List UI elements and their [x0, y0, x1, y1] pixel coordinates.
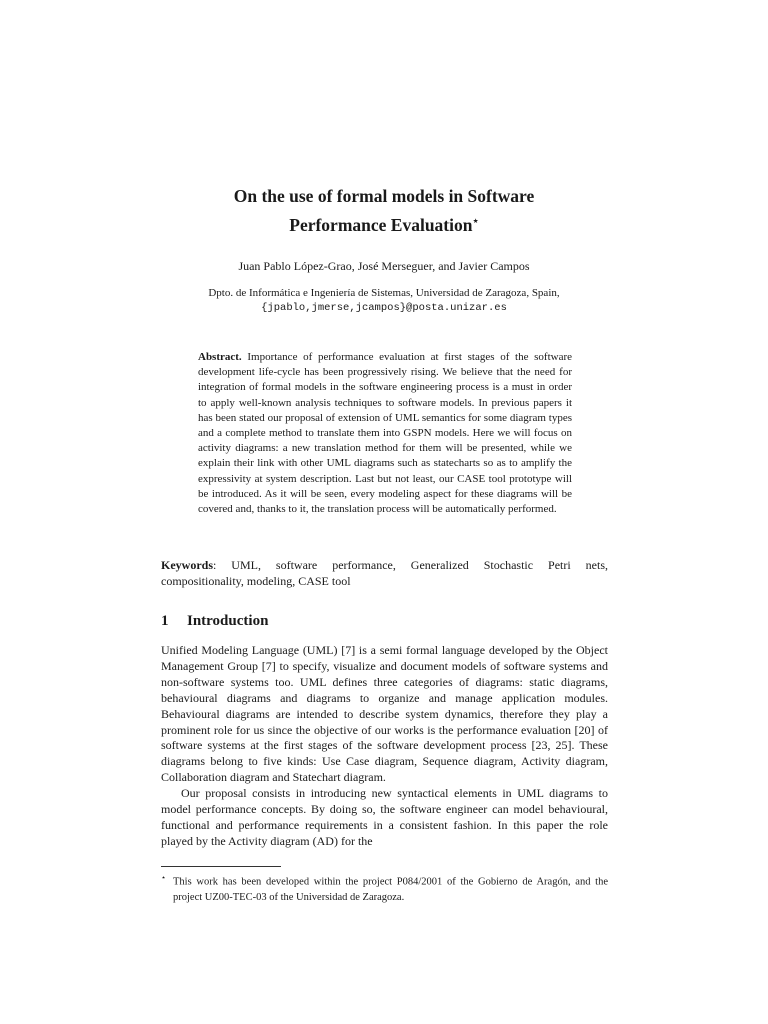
abstract-text: Importance of performance evaluation at first stages of the software development life-cycle has been progressively rising. We believe that the need for integration of formal models in the software engineering process is a must in order to apply well-known analysis techniques to software models. In previous papers it has been stated our proposal of extension of UML semantics for some diagram types and a complete method to translate them into GSPN models. Here we will focus on activity diagrams: a new translation method for them will be presented, while we explain their link with other UML diagrams such as statecharts so as to amplify the expressivity at system description. Last but not least, our CASE tool prototype will be introduced. As it will be seen, every modeling aspect for these diagrams will be covered and, thanks to it, the translation process will be automatically performed. [198, 351, 573, 516]
footnote-rule [161, 866, 281, 867]
abstract-label: Abstract. [198, 351, 242, 363]
section-heading [161, 611, 608, 631]
affiliation [0, 286, 768, 316]
affiliation-institution: Dpto. de Informática e Ingeniería de Sistemas, Universidad de Zaragoza, Spain, [208, 287, 560, 299]
keywords [161, 557, 608, 589]
keywords-text: : UML, software performance, Generalized Stochastic Petri nets, compositionality, modeling, CASE tool [161, 558, 608, 588]
footnote-marker: ⋆ [161, 873, 167, 882]
title-line-2 [0, 209, 768, 238]
keywords-label: Keywords [161, 558, 213, 572]
paragraph: Unified Modeling Language (UML) [7] is a semi formal language developed by the Object Management Group [7] to specify, visualize and document models of software systems and non-software systems too. UML defines three categories of diagrams: static diagrams, behavioural diagrams and diagrams to organize and manage application modules. Behavioural diagrams are intended to describe system dynamics, therefore they play a prominent role for us since the objective of our works is the performance evaluation [20] of software systems at the first stages of the software development process [23, 25]. These diagrams belong to five kinds: Use Case diagram, Sequence diagram, Activity diagram, Collaboration diagram and Statechart diagram. [161, 643, 608, 785]
section-title: Introduction [187, 613, 269, 629]
title-footnote-marker: ⋆ [472, 216, 479, 227]
abstract [198, 350, 572, 517]
section-number: 1 [161, 613, 169, 629]
section-body [161, 643, 608, 850]
paper-title [0, 184, 768, 238]
title-line-1: On the use of formal models in Software [233, 186, 535, 206]
footnote [161, 870, 608, 905]
title-line-2-text: Performance Evaluation [289, 214, 473, 235]
author-emails: {jpablo,jmerse,jcampos}@posta.unizar.es [261, 302, 507, 314]
author-list: Juan Pablo López-Grao, José Merseguer, and Javier Campos [238, 259, 530, 273]
paragraph: Our proposal consists in introducing new syntactical elements in UML diagrams to model performance concepts. By doing so, the software engineer can model behavioural, functional and performance requirements in a consistent fashion. In this paper the role played by the Activity diagram (AD) for the [161, 786, 608, 848]
footnote-text: This work has been developed within the project P084/2001 of the Gobierno de Aragón, and the project UZ00-TEC-03 of the Universidad de Zaragoza. [173, 876, 608, 903]
